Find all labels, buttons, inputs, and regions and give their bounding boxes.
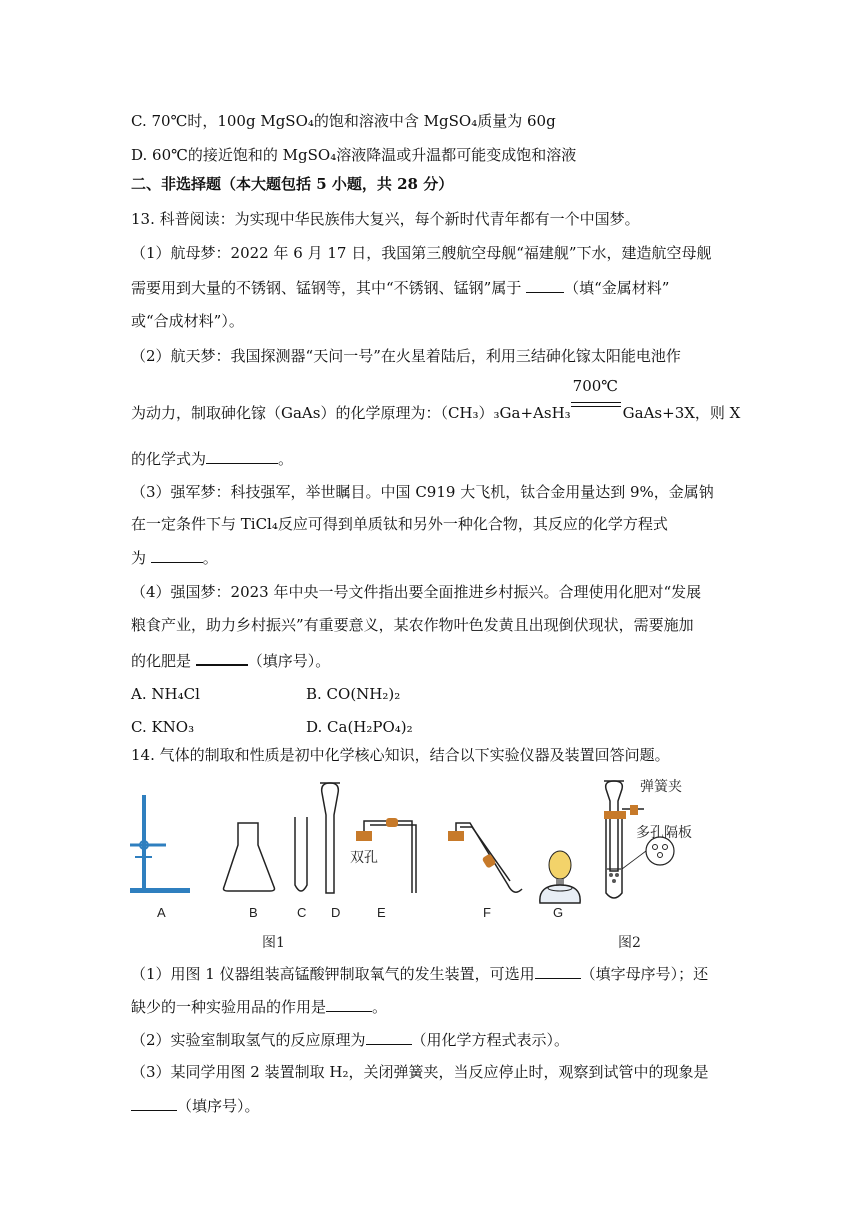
q13-part1-line2 (131, 277, 669, 298)
q13-part2-line3 (131, 448, 293, 469)
reaction-products: GaAs+3X，则 X (622, 404, 741, 422)
label-a: A (157, 905, 166, 920)
q14-part1b-text-post: 。 (372, 998, 388, 1016)
q13-part1-text-pre: 需要用到大量的不锈钢、锰钢等，其中“不锈钢、锰钢”属于 (131, 279, 527, 297)
q13-part4-line1: （4）强国梦：2023 年中央一号文件指出要全面推进乡村振兴。合理使用化肥对“发展 (131, 583, 702, 601)
conical-flask-drawing (224, 823, 275, 891)
option-c-text: C. 70℃时，100g MgSO₄的饱和溶液中含 MgSO₄质量为 60g (131, 112, 556, 130)
q13-stem: 13. 科普阅读：为实现中华民族伟大复兴，每个新时代青年都有一个中国梦。 (131, 210, 640, 228)
label-d: D (331, 905, 341, 920)
q13-part2-text-pre: 的化学式为 (131, 450, 207, 468)
answer-blank[interactable] (131, 1095, 177, 1111)
answer-blank[interactable] (151, 547, 203, 563)
label-b: B (249, 905, 258, 920)
delivery-tube-drawing (448, 823, 522, 892)
answer-blank[interactable] (196, 649, 248, 666)
option-d-text: D. 60℃的接近饱和的 MgSO₄溶液降温或升温都可能变成饱和溶液 (131, 146, 577, 164)
q13-part4-line3 (131, 649, 330, 671)
q13-part3-line3 (131, 547, 218, 568)
q14-part2-text-post: （用化学方程式表示）。 (411, 1031, 570, 1049)
q13-part3-line1: （3）强军梦：科技强军，举世瞩目。中国 C919 大飞机，钛合金用量达到 9%，金属钠 (131, 483, 714, 501)
reaction-condition-arrow (571, 377, 623, 418)
reaction-reactants: 为动力，制取砷化镓（GaAs）的化学原理为：（CH₃）₃Ga+AsH₃ (131, 404, 571, 422)
q14-part1-text-pre: （1）用图 1 仪器组装高锰酸钾制取氧气的发生装置，可选用 (131, 965, 535, 983)
q14-part1b-text-pre: 缺少的一种实验用品的作用是 (131, 998, 327, 1016)
answer-blank[interactable] (526, 277, 564, 293)
q14-stem: 14. 气体的制取和性质是初中化学核心知识，结合以下实验仪器及装置回答问题。 (131, 746, 670, 764)
q13-part4-text-post: （填序号）。 (247, 652, 331, 670)
answer-blank[interactable] (366, 1029, 412, 1045)
spring-clip-label: 弹簧夹 (640, 778, 682, 794)
porous-plate-label: 多孔隔板 (636, 824, 692, 840)
q13-part1-text-post: （填“金属材料” (564, 279, 670, 297)
funnel-drawing (320, 783, 340, 893)
label-g: G (553, 905, 564, 920)
q13-part1-line1: （1）航母梦：2022 年 6 月 17 日，我国第三艘航空母舰“福建舰”下水，建造航空母舰 (131, 244, 712, 262)
q14-part2-text-pre: （2）实验室制取氢气的反应原理为 (131, 1031, 366, 1049)
q14-part1-line1 (131, 963, 708, 984)
q13-part2-line2 (131, 377, 741, 423)
alcohol-lamp-drawing (540, 851, 580, 903)
choice-a: A. NH₄Cl (131, 685, 200, 703)
q13-part2-line1: （2）航天梦：我国探测器“天问一号”在火星着陆后，利用三结砷化镓太阳能电池作 (131, 347, 681, 365)
fig2-caption: 图2 (618, 935, 641, 951)
label-f: F (483, 905, 491, 920)
q13-part3-text-post: 。 (202, 549, 218, 567)
iron-stand-drawing (130, 795, 190, 893)
q13-part4-text-pre: 的化肥是 (131, 652, 196, 670)
answer-blank[interactable] (206, 448, 278, 464)
q13-part2-text-post: 。 (278, 450, 294, 468)
q14-part1-line2 (131, 996, 387, 1017)
lab-apparatus-figure (120, 775, 740, 955)
choice-b: B. CO(NH₂)₂ (306, 685, 401, 703)
choice-d: D. Ca(H₂PO₄)₂ (306, 718, 413, 736)
section-heading: 二、非选择题（本大题包括 5 小题，共 28 分） (131, 175, 454, 193)
choice-c: C. KNO₃ (131, 718, 195, 736)
q13-part4-line2: 粮食产业，助力乡村振兴”有重要意义，某农作物叶色发黄且出现倒伏现状，需要施加 (131, 616, 694, 634)
choice-row-2 (131, 717, 413, 737)
test-tube-drawing (295, 817, 307, 891)
double-hole-label: 双孔 (350, 849, 378, 865)
q13-part1-line3: 或“合成材料”）。 (131, 312, 244, 330)
fig1-caption: 图1 (262, 935, 285, 951)
q14-part3-line1: （3）某同学用图 2 装置制取 H₂，关闭弹簧夹，当反应停止时，观察到试管中的现象是 (131, 1063, 709, 1081)
choice-row-1 (131, 684, 400, 704)
q14-part3-line2 (131, 1095, 260, 1116)
answer-blank[interactable] (535, 963, 581, 979)
answer-blank[interactable] (326, 996, 372, 1012)
q13-part3-text-pre: 为 (131, 549, 151, 567)
label-e: E (377, 905, 386, 920)
q14-part1-text-post: （填字母序号）；还 (580, 965, 709, 983)
q14-part2-line (131, 1029, 569, 1050)
reaction-condition: 700℃ (572, 377, 619, 395)
q14-part3-text-post: （填序号）。 (177, 1097, 260, 1115)
label-c: C (297, 905, 307, 920)
q13-part3-line2: 在一定条件下与 TiCl₄反应可得到单质钛和另外一种化合物，其反应的化学方程式 (131, 515, 668, 533)
